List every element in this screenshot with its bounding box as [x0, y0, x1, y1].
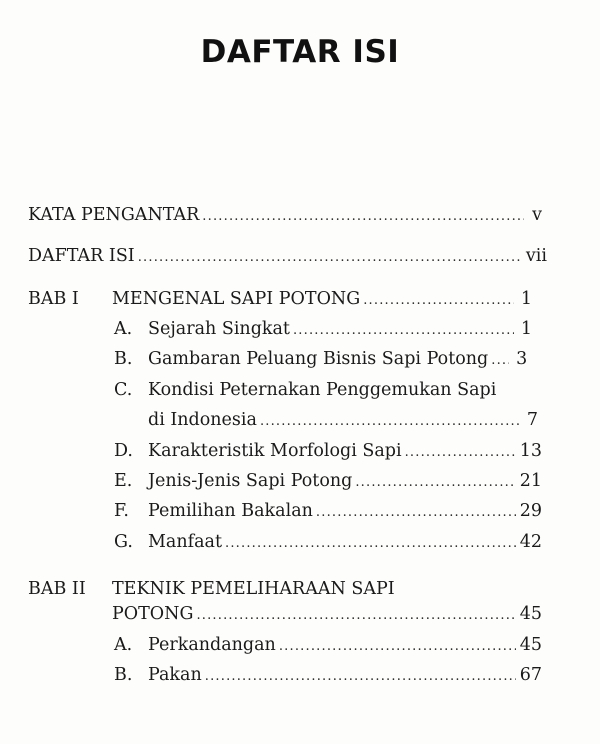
- toc-entry-label: DAFTAR ISI: [28, 246, 135, 266]
- toc-entry-daftar-isi[interactable]: [28, 245, 547, 269]
- toc-section-1g[interactable]: [148, 531, 542, 555]
- toc-entry-page: 21: [519, 471, 542, 491]
- section-title: Perkandangan: [148, 635, 276, 655]
- toc-entry-page: 13: [519, 441, 542, 461]
- chapter-title: MENGENAL SAPI POTONG: [112, 289, 361, 309]
- section-title: Manfaat: [148, 532, 222, 552]
- section-letter: A.: [114, 635, 133, 655]
- toc-entry-page: 67: [519, 665, 542, 685]
- section-title: Pemilihan Bakalan: [148, 501, 313, 521]
- dot-leader: [202, 206, 524, 228]
- dot-leader: [205, 666, 516, 688]
- toc-entry-page: 7: [526, 410, 538, 430]
- chapter-number: BAB II: [28, 579, 86, 599]
- toc-section-1c[interactable]: [148, 409, 538, 433]
- toc-entry-kata-pengantar[interactable]: [28, 204, 542, 228]
- toc-entry-page: 29: [519, 501, 542, 521]
- dot-leader: [355, 472, 515, 494]
- section-title-continued: di Indonesia: [148, 410, 257, 430]
- dot-leader: [491, 350, 509, 372]
- page-title: DAFTAR ISI: [200, 34, 400, 70]
- section-title: Sejarah Singkat: [148, 319, 290, 339]
- section-letter: E.: [114, 471, 133, 491]
- toc-entry-page: v: [532, 205, 542, 225]
- toc-entry-page: vii: [525, 246, 547, 266]
- chapter-title: TEKNIK PEMELIHARAAN SAPI: [112, 579, 395, 599]
- toc-chapter-1[interactable]: [112, 288, 532, 312]
- toc-entry-page: 45: [519, 635, 542, 655]
- toc-chapter-2[interactable]: [112, 603, 542, 627]
- dot-leader: [405, 442, 516, 464]
- dot-leader: [225, 533, 516, 555]
- section-letter: G.: [114, 532, 133, 552]
- section-letter: C.: [114, 380, 133, 400]
- section-title: Jenis-Jenis Sapi Potong: [148, 471, 353, 491]
- section-title: Pakan: [148, 665, 202, 685]
- toc-section-1d[interactable]: [148, 440, 542, 464]
- dot-leader: [293, 320, 514, 342]
- toc-entry-page: 42: [519, 532, 542, 552]
- dot-leader: [196, 605, 515, 627]
- toc-section-1a[interactable]: [148, 318, 532, 342]
- chapter-title-continued: POTONG: [112, 604, 194, 624]
- section-letter: B.: [114, 665, 133, 685]
- dot-leader: [260, 411, 520, 433]
- toc-section-1f[interactable]: [148, 500, 542, 524]
- toc-section-1b[interactable]: [148, 348, 532, 372]
- dot-leader: [363, 290, 514, 312]
- dot-leader: [138, 247, 522, 269]
- toc-entry-label: KATA PENGANTAR: [28, 205, 200, 225]
- section-title: Gambaran Peluang Bisnis Sapi Potong: [148, 349, 489, 369]
- dot-leader: [279, 636, 516, 658]
- section-letter: F.: [114, 501, 129, 521]
- chapter-number: BAB I: [28, 289, 79, 309]
- toc-entry-page: 1: [520, 319, 532, 339]
- toc-entry-page: 45: [519, 604, 542, 624]
- toc-section-2a[interactable]: [148, 634, 542, 658]
- section-letter: D.: [114, 441, 133, 461]
- toc-section-2b[interactable]: [148, 664, 542, 688]
- section-title: Kondisi Peternakan Penggemukan Sapi: [148, 380, 497, 400]
- dot-leader: [316, 502, 516, 524]
- toc-entry-page: 3: [516, 349, 528, 369]
- section-letter: B.: [114, 349, 133, 369]
- toc-entry-page: 1: [520, 289, 532, 309]
- section-title: Karakteristik Morfologi Sapi: [148, 441, 402, 461]
- toc-section-1e[interactable]: [148, 470, 542, 494]
- section-letter: A.: [114, 319, 133, 339]
